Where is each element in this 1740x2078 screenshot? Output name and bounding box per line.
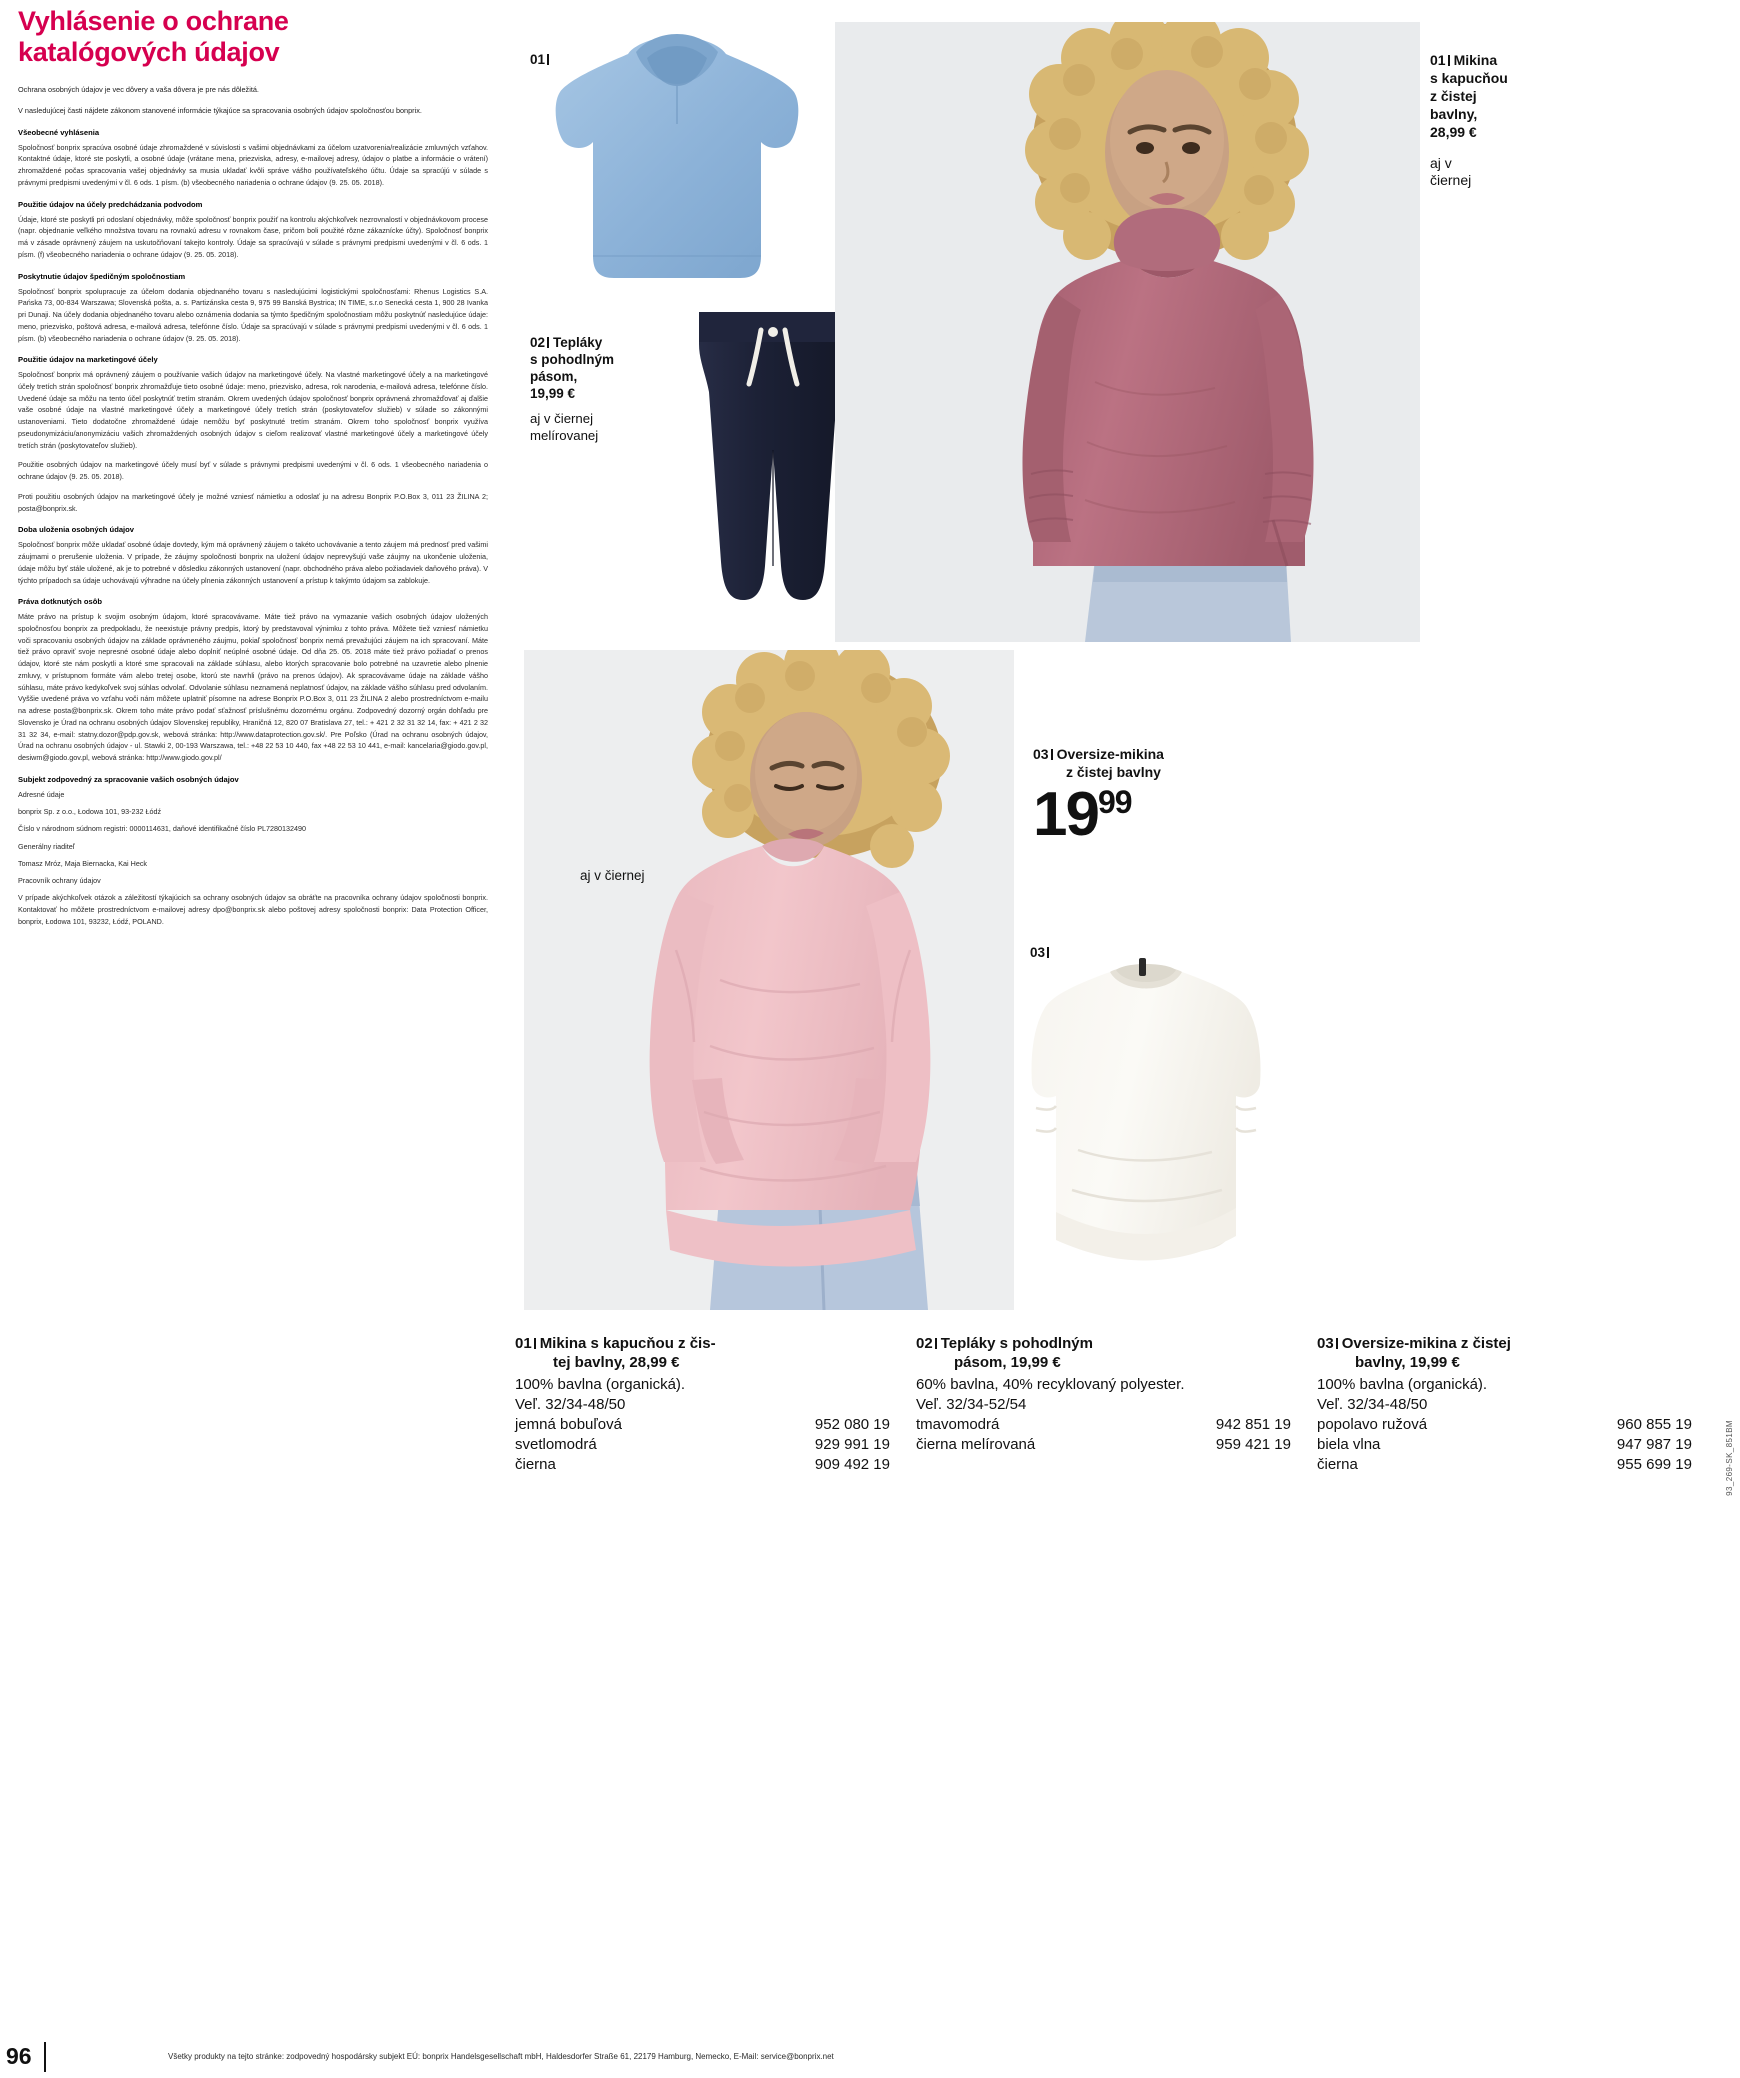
product-detail-column-01 — [515, 1335, 890, 1475]
callout-divider — [547, 54, 549, 65]
callout-line-2: z čistej bavlny — [1066, 764, 1161, 781]
callout-number: 01 — [515, 1335, 532, 1352]
hero-photo-model-pink-sweatshirt[interactable] — [524, 650, 1014, 1310]
price-decimal: 99 — [1097, 784, 1132, 821]
color-name: svetlomodrá — [515, 1436, 597, 1453]
table-row — [1317, 1435, 1692, 1455]
sizes-02: Veľ. 32/34-52/54 — [916, 1396, 1027, 1414]
callout-price: 19,99 € — [530, 386, 576, 401]
product-detail-title-03 — [1317, 1335, 1692, 1372]
article-code: 947 987 19 — [1616, 1436, 1692, 1453]
section-heading-marketing: Použitie údajov na marketingové účely — [18, 355, 158, 365]
section-body-fraud: Údaje, ktoré ste poskytli pri odoslaní objednávky, môže spoločnosť bonprix použiť na kontrolu akýchkoľvek nezrovnalostí v objednávkovom procese (napr. objednanie veľkého množstva tovaru na rovnakú adresu v rovnakom čase, pričom boli použité rôzne zákaznícke účty). Spoločnosť bonprix má v zásade oprávnený záujem na uskutočňovaní takejto kontroly. Údaje sa spracúvajú v súlade s právnymi predpismi uvedenými v čl. 6 ods. 1 písm. (f) všeobecného nariadenia o ochrane údajov (9. 25. 05. 2018). — [18, 214, 488, 259]
intro-paragraph-1: Ochrana osobných údajov je vec dôvery a vaša dôvera je pre nás dôležitá. — [18, 85, 259, 95]
callout-divider — [1336, 1338, 1338, 1349]
table-row — [515, 1455, 890, 1475]
callout-number: 03 — [1030, 945, 1046, 960]
color-name: jemná bobuľová — [515, 1416, 622, 1434]
title-line-2: bavlny, 19,99 € — [1355, 1353, 1460, 1371]
callout-line-2: s pohodlným — [530, 352, 614, 367]
callout-01-hero — [1430, 52, 1630, 190]
callout-number: 02 — [916, 1335, 933, 1352]
section-body-rights: Máte právo na prístup k svojim osobným údajom, ktoré spracovávame. Máte tiež právo na vymazanie vašich osobných údajov uložených spoločnosťou bonprix za predpokladu, že neexistuje právny predpis, ktorý by predstavoval výnimku z tohto práva. Môžete tiež vzniesť námietku voči spracovaniu osobných údajov na základe oprávneného záujmu, pokiaľ spoločnosť bonprix nemá prevažujúci záujem na ich spracovaní. Máte tiež právo opraviť svoje nepresné osobné údaje alebo doplniť neúplné osobné údaje. Od dňa 25. 05. 2018 máte tiež právo požiadať o prenos údajov, ktoré ste nám poskytli a ktoré sme spracovali na základe súhlasu, alebo ktorých spracovanie bolo potrebné na uzavretie alebo plnenie zmluvy, v prístupnom formáte vám alebo tretej osobe, ktorú ste navrhli (právo na prenos údajov). Ak spracovávame údaje na základe vášho súhlasu, máte právo kedykoľvek svoj súhlas odvolať. Odvolanie súhlasu neznamená neplatnosť údajov, na základe vášho súhlasu pred odvolaním. Vyššie uvedené práva vo vzťahu voči nám môžete uplatniť písomne na adrese Bonprix P.O.Box 3, 011 23 ŽILINA 2 alebo prostredníctvom e-mailu na adrese posta@bonprix.sk. Okrem toho máte právo podať sťažnosť príslušnému dozornému orgánu. Zodpovedný dozorný orgán dohľadu pre Slovensko je Úrad na ochranu osobných údajov Slovenskej republiky, Hraničná 12, 820 07 Bratislava 27, tel.: + 421 2 32 31 32 14, fax: + 421 2 32 31 32 34, e-mail: statny.dozor@pdp.gov.sk, webová stránka: http://www.dataprotection.gov.sk/. Pre Poľsko (Úrad na ochranu osobných údajov, Úrad na ochranu osobných údajov - ul. Stawki 2, 00-193 Warszawa, tel.: +48 22 53 10 440, fax +48 22 53 10 441, e-mail: kancelaria@giodo.gov.pl, desiwm@giodo.gov.pl, webová stránka: http://www.giodo.gov.pl/ — [18, 612, 488, 763]
callout-line-3: z čistej — [1430, 87, 1477, 104]
section-body-shipping: Spoločnosť bonprix spolupracuje za účelom dodania objednaného tovaru s nasledujúcimi logistickými spoločnosťami: Rhenus Logistics S.A. Pańska 73, 00-834 Warszawa; Slovenská pošta, a. s. Partizánska cesta 9, 975 99 Banská Bystrica; IN TIME, s.r.o Senecká cesta 1, 900 28 Ivanka pri Dunaji. Na účely dodania objednaného tovaru alebo oznámenia dodania sa týmto špedičným spoločnostiam môžu poskytnúť nasledujúce údaje: meno, priezvisko, poštová adresa, e-mailová adresa, telefónne číslo. Údaje sa spracúvajú v súlade s právnymi predpismi uvedenými v čl. 6 ods. 1 písm. (b) všeobecného nariadenia o ochrane údajov (9. 25. 05. 2018). — [18, 286, 488, 343]
section-heading-fraud: Použitie údajov na účely predchádzania podvodom — [18, 199, 203, 209]
dpo-contact-body: V prípade akýchkoľvek otázok a záležitostí týkajúcich sa ochrany osobných údajov sa obráťte na pracovníka ochrany údajov spoločnosti bonprix. Kontaktovať ho môžete prostredníctvom e-mailovej adresy dpo@bonprix.sk alebo poštovej adresy spoločnosti bonprix: Data Protection Officer, bonprix, Łodowa 101, 93232, Łódź, POLAND. — [18, 893, 488, 926]
table-row — [1317, 1455, 1692, 1475]
print-side-code: 93_269-SK_851BM — [1725, 1420, 1734, 1496]
section-heading-general: Všeobecné vyhlásenia — [18, 127, 100, 137]
callout-line-1: Mikina — [1453, 52, 1498, 68]
article-code: 952 080 19 — [814, 1416, 890, 1434]
callout-03-small — [1030, 945, 1053, 960]
product-detail-table — [515, 1335, 1725, 1475]
alt-color-line-2: čiernej — [1430, 172, 1472, 189]
hero-2-alt-color-note: aj v čiernej — [580, 868, 645, 883]
callout-number: 03 — [1033, 746, 1049, 762]
material-03: 100% bavlna (organická). — [1317, 1376, 1488, 1394]
callout-line-1: Oversize-mikina — [1056, 746, 1164, 762]
section-body-retention: Spoločnosť bonprix môže ukladať osobné údaje dovtedy, kým má oprávnený záujem o takéto uchovávanie a tento záujem má prednosť pred vašimi záujmami o prerušenie uloženia. V prípade, že záujmy spoločnosti bonprix na uložení údajov neprevyšujú vaše záujmy na ukončenie uloženia, údaje môžu byť stále uložené, ak je to potrebné v dôsledku zákonných ustanovení (napr. obchodného práva alebo požiadaviek daňového práva). V týchto prípadoch sa údaje uchovávajú výhradne na účely plnenia zákonných ustanovení a prístup k takýmto údajom sa zablokuje. — [18, 540, 488, 585]
product-detail-title-01 — [515, 1335, 890, 1372]
product-image-sweatshirt-white[interactable] — [1018, 950, 1268, 1280]
color-name: čierna — [515, 1455, 556, 1473]
section-body-general: Spoločnosť bonprix spracúva osobné údaje zhromaždené v súvislosti s vašimi objednávkami za účelom uzatvorenia/realizácie zmluvných vzťahov. Kontaktné údaje, ktoré ste poskytli, a osobné údaje (vrátane mena, priezviska, adresy, e-mailovej adresy, údajov o platbe a informácie o vrátení) zhromaždené počas spracovania vašej objednávky sa musia ukladať kvôli správe vášho používateľského účtu. Údaje sa spracújú v súlade s právnymi predpismi uvedenými v čl. 6 ods. 1 písm. (b) všeobecného nariadenia o ochrane údajov (9. 25. 05. 2018). — [18, 142, 488, 187]
product-detail-columns — [515, 1335, 1725, 1475]
dpo-label: Pracovník ochrany údajov — [18, 876, 101, 885]
controller-registry: Číslo v národnom súdnom registri: 0000114631, daňové identifikačné číslo PL7280132490 — [18, 824, 306, 834]
article-code: 909 492 19 — [814, 1455, 890, 1473]
sizes-01: Veľ. 32/34-48/50 — [515, 1396, 626, 1414]
color-name: tmavomodrá — [916, 1416, 1000, 1434]
price-large — [1033, 780, 1363, 850]
page-footer — [0, 2016, 1740, 2078]
alt-color-line-1: aj v čiernej — [530, 411, 594, 426]
controller-address-label: Adresné údaje — [18, 789, 65, 799]
alt-color-line-2: melírovanej — [530, 427, 599, 443]
callout-divider — [935, 1338, 937, 1349]
callout-divider — [534, 1338, 536, 1349]
table-row — [515, 1415, 890, 1435]
title-line-2: pásom, 19,99 € — [954, 1353, 1061, 1371]
color-name: popolavo ružová — [1317, 1416, 1428, 1434]
section-body-marketing-objection: Proti použitiu osobných údajov na marketingové účely je možné vzniesť námietku a odoslať ju na adresu Bonprix P.O.Box 3, 011 23 ŽILINA 2; posta@bonprix.sk. — [18, 491, 488, 513]
article-code: 942 851 19 — [1215, 1416, 1291, 1434]
callout-number: 01 — [1430, 52, 1446, 68]
callout-01-alt-colors — [1430, 155, 1630, 190]
color-name: biela vlna — [1317, 1436, 1381, 1453]
article-code: 955 699 19 — [1616, 1455, 1692, 1473]
material-01: 100% bavlna (organická). — [515, 1376, 686, 1394]
callout-line-4: bavlny, — [1430, 105, 1478, 122]
controller-director-label: Generálny riaditeľ — [18, 841, 75, 851]
controller-director-names: Tomasz Mróz, Maja Biernacka, Kai Heck — [18, 858, 148, 868]
controller-address-value: bonprix Sp. z o.o., Łodowa 101, 93-232 Łódź — [18, 807, 162, 817]
table-row — [916, 1435, 1291, 1455]
callout-number: 01 — [530, 52, 546, 67]
privacy-statement-column — [18, 0, 488, 1990]
table-row — [515, 1435, 890, 1455]
alt-color-line-1: aj v — [1430, 154, 1452, 171]
page-title: Vyhlásenie o ochrane katalógových údajov — [18, 6, 289, 68]
title-line-1: Mikina s kapucňou z čis- — [539, 1335, 716, 1352]
section-heading-shipping: Poskytnutie údajov špedičným spoločnostiam — [18, 271, 186, 281]
color-name: čierna — [1317, 1455, 1358, 1473]
page-number-rule — [44, 2042, 46, 2072]
section-heading-rights: Práva dotknutých osôb — [18, 597, 102, 607]
article-code: 959 421 19 — [1215, 1436, 1291, 1453]
callout-line-1: Tepláky — [553, 335, 603, 350]
material-02: 60% bavlna, 40% recyklovaný polyester. — [916, 1376, 1185, 1394]
callout-divider — [1051, 749, 1053, 760]
callout-03 — [1033, 745, 1363, 850]
section-heading-retention: Doba uloženia osobných údajov — [18, 525, 135, 535]
title-line-2: tej bavlny, 28,99 € — [553, 1353, 680, 1371]
article-code: 960 855 19 — [1616, 1416, 1692, 1434]
callout-line-2: s kapucňou — [1430, 69, 1508, 86]
callout-divider — [1448, 55, 1450, 66]
callout-01-top — [530, 52, 553, 67]
callout-price: 28,99 € — [1430, 123, 1477, 140]
hero-photo-model-berry-hoodie[interactable] — [835, 22, 1420, 642]
intro-paragraph-2: V nasledujúcej časti nájdete zákonom stanovené informácie týkajúce sa spracovania osobných údajov spoločnosťou bonprix. — [18, 105, 422, 115]
callout-number: 03 — [1317, 1335, 1334, 1352]
callout-number: 02 — [530, 335, 546, 350]
section-body-marketing-legal-basis: Použitie osobných údajov na marketingové účely musí byť v súlade s právnymi predpismi uvedenými v čl. 6 ods. 1 všeobecného nariadenia o ochrane údajov (9. 25. 05. 2018). — [18, 460, 488, 482]
table-row — [1317, 1415, 1692, 1435]
section-heading-controller: Subjekt zodpovedný za spracovanie vašich osobných údajov — [18, 774, 239, 784]
table-row — [916, 1415, 1291, 1435]
page-number: 96 — [6, 2043, 32, 2069]
article-code: 929 991 19 — [814, 1436, 890, 1453]
callout-divider — [1047, 947, 1049, 958]
price-integer: 19 — [1033, 780, 1098, 850]
title-line-1: Oversize-mikina z čistej — [1341, 1335, 1511, 1352]
product-detail-column-02 — [916, 1335, 1291, 1475]
callout-line-3: pásom, — [530, 369, 578, 384]
callout-divider — [547, 337, 549, 348]
sizes-03: Veľ. 32/34-48/50 — [1317, 1396, 1428, 1414]
product-area — [510, 0, 1740, 2078]
product-detail-column-03 — [1317, 1335, 1692, 1475]
footer-legal-text: Všetky produkty na tejto stránke: zodpovedný hospodársky subjekt EÚ: bonprix Handelsgesellschaft mbH, Haldesdorfer Straße 61, 22179 Hamburg, Nemecko, E-Mail: service@bonprix.net — [168, 2051, 834, 2061]
callout-02-alt-colors — [530, 411, 690, 444]
product-detail-title-02 — [916, 1335, 1291, 1372]
callout-02 — [530, 334, 690, 444]
product-image-hoodie-blue[interactable] — [532, 28, 822, 298]
section-body-marketing: Spoločnosť bonprix má oprávnený záujem o používanie vašich údajov na marketingové účely. Na vlastné marketingové účely a na marketingové účely tretích strán spoločnosť bonprix zhromažďuje tieto osobné údaje: meno, priezvisko, adresa, rok narodenia, e-mailová adresa, telefónne číslo. Uvedené údaje sa môžu na tento účel poskytnúť tretím stranám. Okrem uvedených údajov spoločnosť bonprix oprávnená zhromažďovať aj ďalšie vaše osobné údaje na vlastné marketingové účely a marketingové účely tretích strán (poskytovateľov služieb) v súlade so zákonnými ustanoveniami. Tieto dodatočne zhromaždené údaje nemôžu byť poskytnuté tretím stranám. Okrem toho spoločnosť bonprix využíva pseudonymizáciu/anonymizáciu vašich zhromaždených osobných údajov s cieľom realizovať vlastné marketingové účely a marketingové účely tretích strán (poskytovateľov služieb). — [18, 370, 488, 450]
title-line-1: Tepláky s pohodlným — [940, 1335, 1093, 1352]
color-name: čierna melírovaná — [916, 1436, 1036, 1453]
